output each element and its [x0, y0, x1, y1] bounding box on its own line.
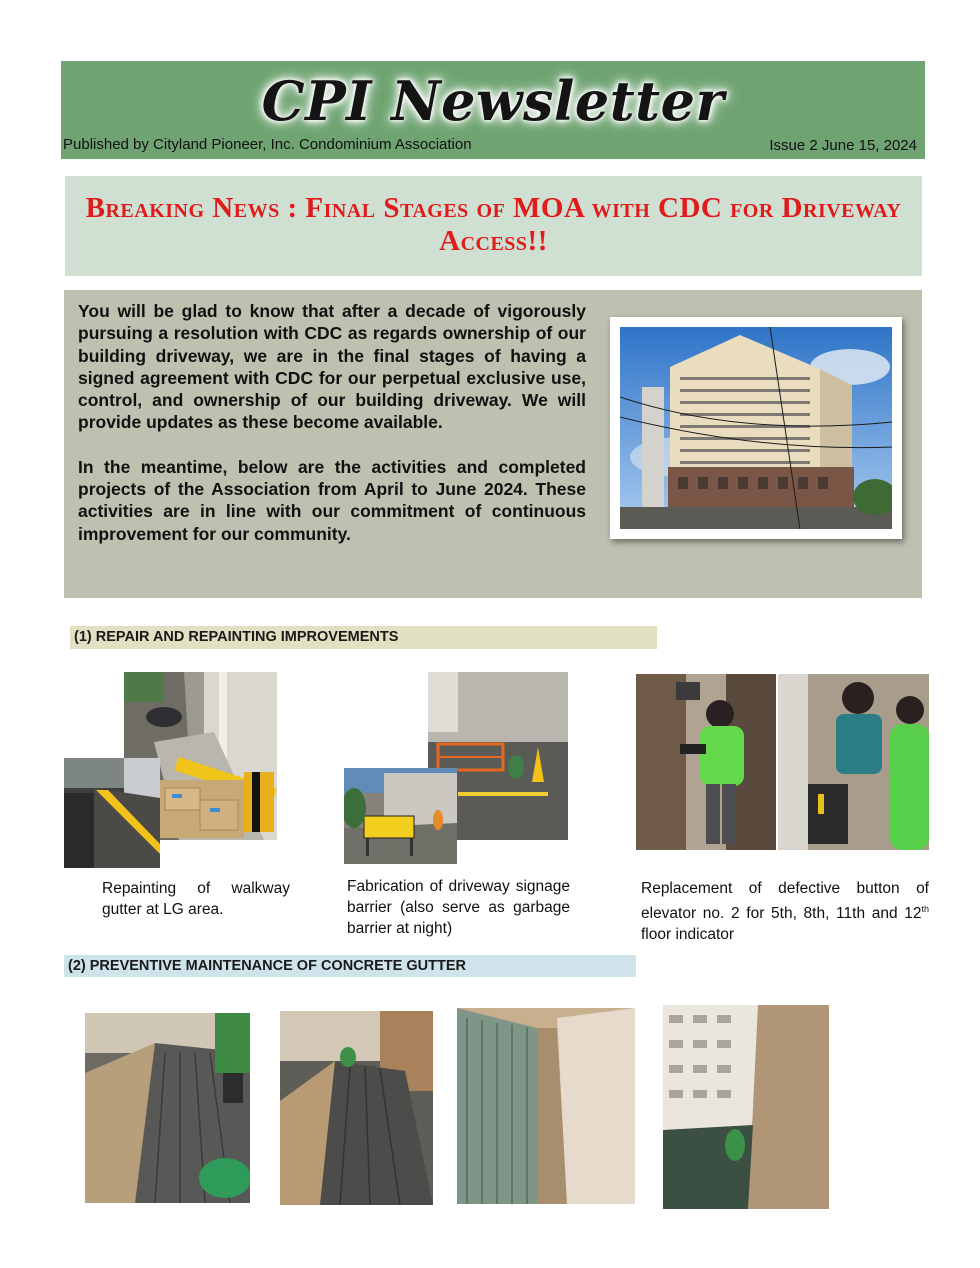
intro-block [64, 290, 922, 598]
section-heading-gutter: (2) PREVENTIVE MAINTENANCE OF CONCRETE GUTTER [64, 955, 636, 977]
breaking-news-headline: Breaking News : Final Stages of MOA with CDC for Driveway Access!! [85, 192, 902, 257]
intro-paragraph-2: In the meantime, below are the activities and completed projects of the Association from April to June 2024. These activities are in line with our commitment of continuous improvement for our community. [78, 456, 586, 544]
publisher-line: Published by Cityland Pioneer, Inc. Condominium Association [63, 136, 472, 153]
breaking-news-banner [65, 176, 922, 276]
walkway-cardboard-photo [160, 780, 244, 838]
building-photo [610, 317, 902, 539]
building-photo-image [620, 327, 892, 529]
gutter-photo-1 [85, 1013, 250, 1203]
elevator-photo-2 [778, 674, 929, 850]
elevator-photo-1 [636, 674, 776, 850]
walkway-photo-bottom [64, 758, 160, 868]
section-heading-repair: (1) REPAIR AND REPAINTING IMPROVEMENTS [70, 626, 657, 649]
masthead-banner [61, 61, 925, 159]
caption-elevator-sup: th [921, 904, 929, 914]
intro-paragraph-1: You will be glad to know that after a decade of vigorously pursuing a resolution with CDC as regards ownership of our building driveway, we are in the final stages of having a signed agreement with CDC for our perpetual exclusive use, control, and ownership of our building driveway. We will provide updates as these become available. [78, 301, 586, 433]
caption-elevator [641, 878, 929, 945]
caption-walkway: Repainting of walkway gutter at LG area. [102, 880, 290, 918]
newsletter-title: CPI Newsletter [261, 69, 725, 133]
gutter-photo-4 [663, 1005, 829, 1209]
issue-date: Issue 2 June 15, 2024 [769, 137, 917, 154]
caption-signage: Fabrication of driveway signage barrier (also serve as garbage barrier at night) [347, 878, 570, 937]
gutter-photo-3 [457, 1008, 635, 1204]
gutter-photo-2 [280, 1011, 433, 1205]
signage-photo-inset [344, 768, 457, 864]
caption-elevator-main: Replacement of defective button of elevator no. 2 for 5th, 8th, 11th and 12 [641, 880, 929, 923]
intro-text [78, 300, 586, 567]
caption-elevator-tail: floor indicator [641, 926, 735, 944]
